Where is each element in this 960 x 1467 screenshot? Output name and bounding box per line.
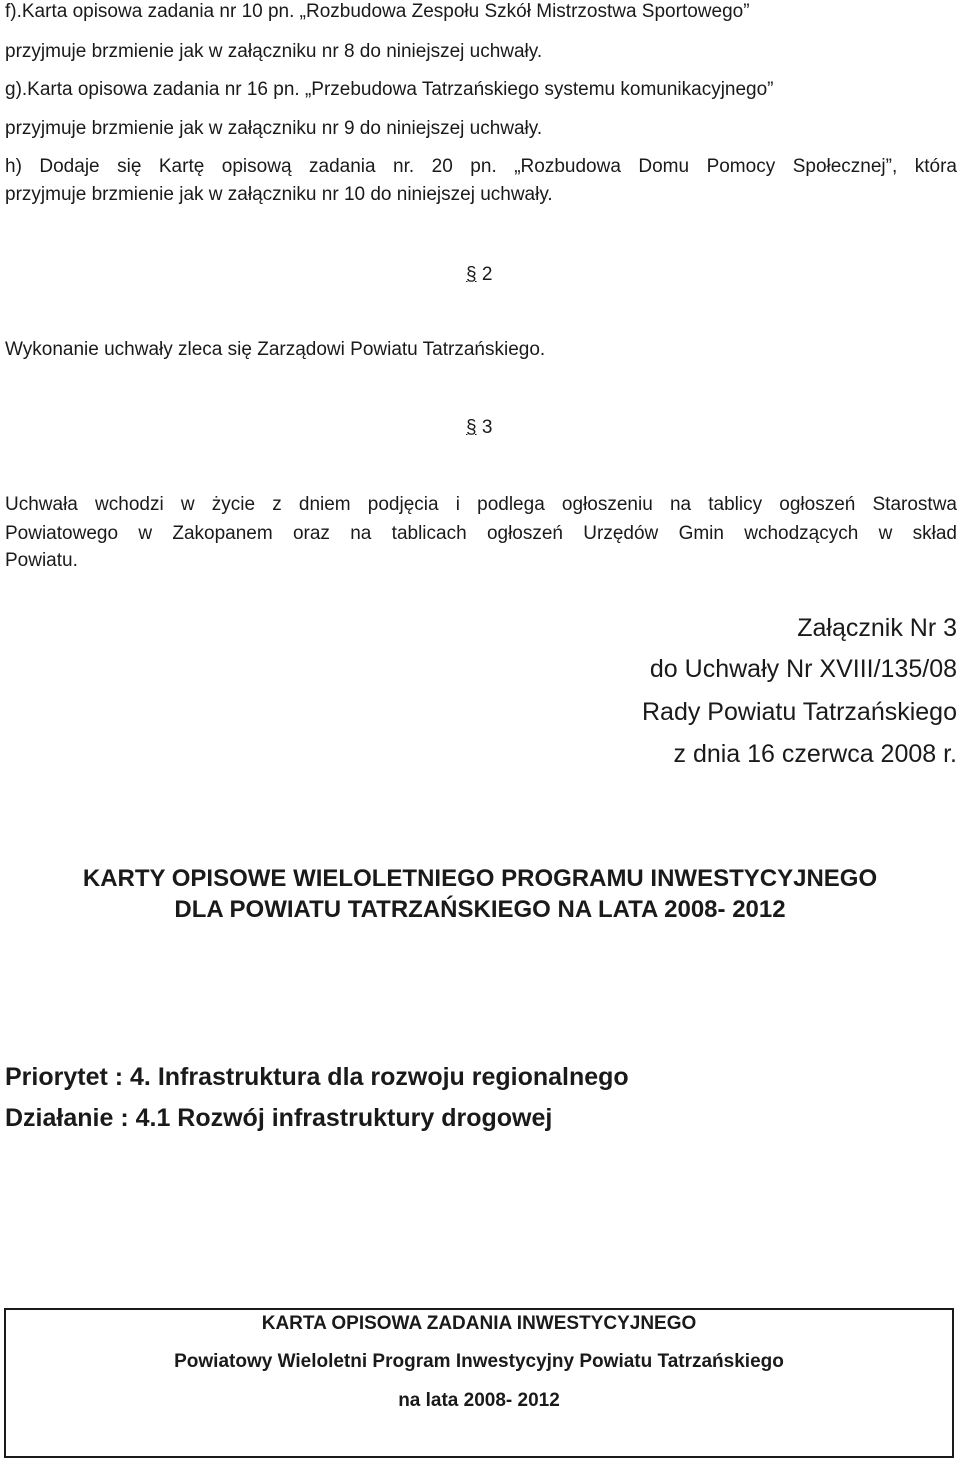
attachment-resolution: do Uchwały Nr XVIII/135/08 xyxy=(649,655,957,683)
amendment-g-line-1: g).Karta opisowa zadania nr 16 pn. „Przebudowa Tatrzańskiego systemu komunikacyjnego” xyxy=(5,79,774,100)
section-sign: § xyxy=(466,417,477,438)
attachment-number: Załącznik Nr 3 xyxy=(797,614,957,642)
amendment-h-line-2: przyjmuje brzmienie jak w załączniku nr 10 do niniejszej uchwały. xyxy=(5,184,553,205)
section-3-line-1: Uchwała wchodzi w życie z dniem podjęcia i podlega ogłoszeniu na tablicy ogłoszeń Starostwa xyxy=(5,494,957,515)
section-3-line-2: Powiatowego w Zakopanem oraz na tablicach ogłoszeń Urzędów Gmin wchodzących w skład xyxy=(5,523,957,544)
amendment-f-line-2: przyjmuje brzmienie jak w załączniku nr 8 do niniejszej uchwały. xyxy=(5,41,543,62)
main-heading-line-1: KARTY OPISOWE WIELOLETNIEGO PROGRAMU INWESTYCYJNEGO xyxy=(82,865,878,892)
section-3-line-3: Powiatu. xyxy=(5,550,78,571)
section-2-text: Wykonanie uchwały zleca się Zarządowi Powiatu Tatrzańskiego. xyxy=(5,339,546,360)
section-number: 2 xyxy=(481,264,493,285)
section-sign: § xyxy=(466,264,477,285)
investment-card-box xyxy=(4,1308,954,1458)
section-number: 3 xyxy=(481,417,493,438)
card-title: KARTA OPISOWA ZADANIA INWESTYCYJNEGO xyxy=(261,1313,697,1334)
section-3-heading xyxy=(466,418,492,437)
card-years: na lata 2008- 2012 xyxy=(398,1390,560,1411)
card-program: Powiatowy Wieloletni Program Inwestycyjny Powiatu Tatrzańskiego xyxy=(174,1351,784,1372)
action-label: Działanie : 4.1 Rozwój infrastruktury drogowej xyxy=(5,1104,553,1132)
amendment-h-line-1: h) Dodaje się Kartę opisową zadania nr. 20 pn. „Rozbudowa Domu Pomocy Społecznej”, która xyxy=(5,156,957,177)
attachment-date: z dnia 16 czerwca 2008 r. xyxy=(673,740,957,768)
section-2-heading xyxy=(466,265,492,284)
attachment-council: Rady Powiatu Tatrzańskiego xyxy=(642,698,957,726)
amendment-g-line-2: przyjmuje brzmienie jak w załączniku nr 9 do niniejszej uchwały. xyxy=(5,118,543,139)
priority-label: Priorytet : 4. Infrastruktura dla rozwoju regionalnego xyxy=(5,1063,629,1091)
main-heading-line-2: DLA POWIATU TATRZAŃSKIEGO NA LATA 2008- 2012 xyxy=(174,896,786,923)
amendment-f-line-1: f).Karta opisowa zadania nr 10 pn. „Rozbudowa Zespołu Szkół Mistrzostwa Sportowego” xyxy=(5,1,750,22)
